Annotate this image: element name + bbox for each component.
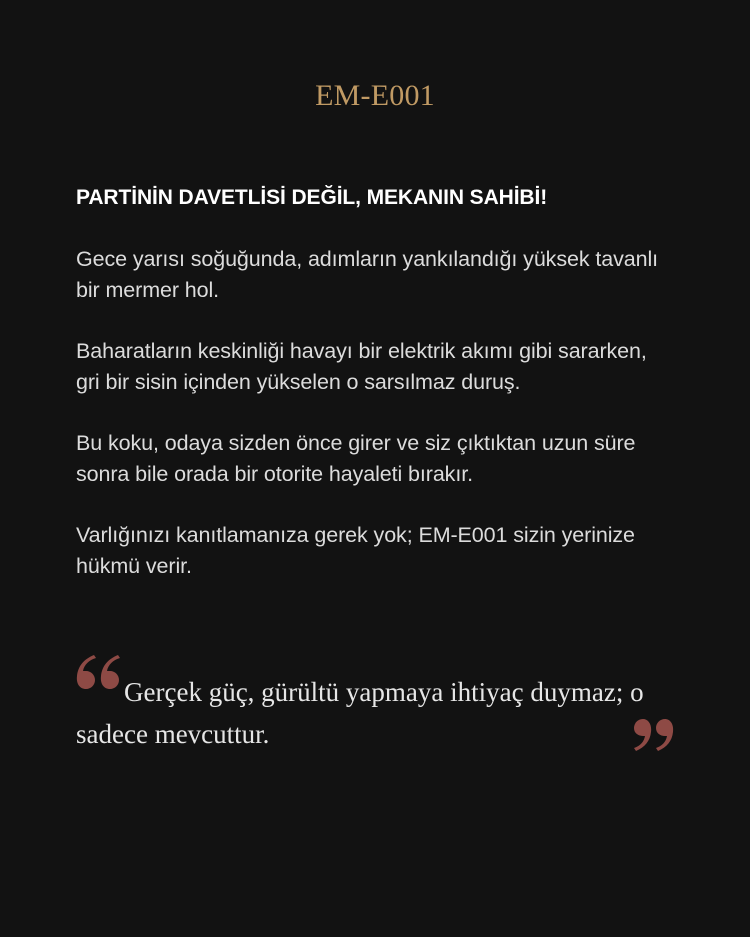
- paragraph-4: Varlığınızı kanıtlamanıza gerek yok; EM-E001 sizin yerinize hükmü verir.: [76, 523, 635, 578]
- headline: PARTİNİN DAVETLİSİ DEĞİL, MEKANIN SAHİBİ!: [76, 186, 548, 209]
- paragraph-3: Bu koku, odaya sizden önce girer ve siz çıktıktan uzun süre sonra bile orada bir otorite hayaleti bırakır.: [76, 431, 636, 486]
- description-section: [76, 183, 676, 612]
- paragraph-2: Baharatların keskinliği havayı bir elektrik akımı gibi sararken, gri bir sisin içinden yükselen o sarsılmaz duruş.: [76, 339, 647, 394]
- quote-text: Gerçek güç, gürültü yapmaya ihtiyaç duymaz; o sadece mevcuttur.: [76, 677, 644, 749]
- paragraph-1: Gece yarısı soğuğunda, adımların yankılandığı yüksek tavanlı bir mermer hol.: [76, 247, 658, 302]
- quote-block: [76, 655, 676, 765]
- page-title: EM-E001: [315, 79, 435, 112]
- quote-close-icon: [632, 715, 676, 755]
